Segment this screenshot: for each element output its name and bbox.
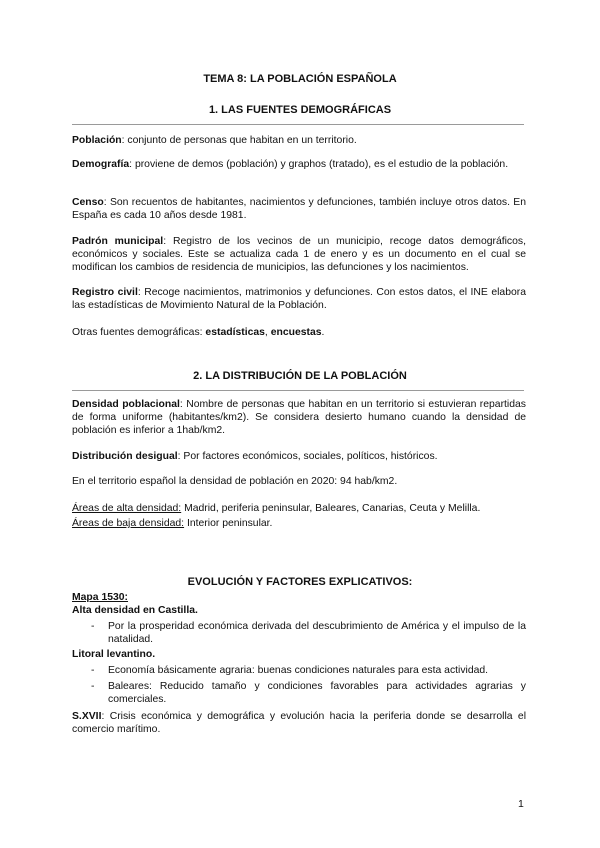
- densidad-2020: En el territorio español la densidad de población en 2020: 94 hab/km2.: [72, 476, 398, 487]
- otras-estadisticas: estadísticas: [205, 327, 265, 338]
- definition-text: : conjunto de personas que habitan en un territorio.: [121, 135, 357, 146]
- term-label: Padrón municipal: [72, 236, 164, 247]
- alta-castilla-heading: [72, 604, 526, 617]
- otras-fuentes: [72, 326, 526, 339]
- term-label: Registro civil: [72, 287, 138, 298]
- term-label: Población: [72, 135, 122, 146]
- bullet-dash: -: [91, 665, 95, 676]
- definition-distribucion-desigual: [72, 450, 526, 463]
- otras-separator: ,: [264, 327, 271, 338]
- areas-text: Madrid, periferia peninsular, Baleares, Canarias, Ceuta y Melilla.: [181, 503, 481, 514]
- definition-densidad-poblacional: [72, 398, 526, 438]
- page-number: 1: [518, 798, 524, 810]
- definition-poblacion: [72, 134, 526, 147]
- litoral-label: Litoral levantino.: [72, 649, 156, 660]
- bullet-baleares: Baleares: Reducido tamaño y condiciones favorables para actividades agrarias y comerciales.: [108, 681, 526, 706]
- term-label: Densidad poblacional: [72, 399, 180, 410]
- definition-text: : Por factores económicos, sociales, políticos, históricos.: [177, 451, 438, 462]
- definition-text: : Registro de los vecinos de un municipio, recoge datos demográficos, económicos y sociales. Este se actualiza cada 1 de enero y es un documento en el cual se modifican los cambios de residencia de municipios, las defunciones y los nacimientos.: [72, 236, 526, 274]
- definition-censo: [72, 196, 526, 222]
- bullet-dash: -: [91, 621, 95, 632]
- term-label: Censo: [72, 197, 104, 208]
- page-title: TEMA 8: LA POBLACIÓN ESPAÑOLA: [203, 73, 397, 85]
- areas-label: Áreas de alta densidad:: [72, 503, 182, 514]
- section-heading-distribucion: 2. LA DISTRIBUCIÓN DE LA POBLACIÓN: [193, 370, 407, 382]
- section-heading-fuentes: 1. LAS FUENTES DEMOGRÁFICAS: [208, 104, 392, 116]
- definition-padron-municipal: [72, 235, 526, 275]
- mapa-label: Mapa 1530:: [72, 592, 129, 603]
- definition-text: : Son recuentos de habitantes, nacimientos y defunciones, también incluye otros datos. En España es cada 10 años desde 1981.: [72, 197, 526, 222]
- definition-text: : proviene de demos (población) y graphos (tratado), es el estudio de la población.: [129, 159, 509, 170]
- term-label: S.XVII: [72, 711, 102, 722]
- areas-text: Interior peninsular.: [184, 518, 273, 529]
- otras-prefix: Otras fuentes demográficas:: [72, 327, 206, 338]
- areas-baja-densidad: [72, 517, 526, 530]
- bullet-economia-agraria: Economía básicamente agraria: buenas condiciones naturales para esta actividad.: [108, 665, 489, 676]
- term-label: Demografía: [72, 159, 130, 170]
- litoral-heading: [72, 648, 526, 661]
- definition-registro-civil: [72, 286, 526, 312]
- bullet-prosperidad: Por la prosperidad económica derivada del descubrimiento de América y el impulso de la natalidad.: [108, 621, 526, 646]
- section-heading-evolucion: EVOLUCIÓN Y FACTORES EXPLICATIVOS:: [187, 576, 413, 588]
- definition-text: : Nombre de personas que habitan en un territorio si estuvieran repartidas de forma uniforme (habitantes/km2). Se considera desierto humano cuando la densidad de población es inferior a 1hab/km2.: [72, 399, 526, 437]
- section-divider: [72, 390, 524, 391]
- otras-end: .: [321, 327, 325, 338]
- areas-label: Áreas de baja densidad:: [72, 518, 185, 529]
- definition-text: : Recoge nacimientos, matrimonios y defunciones. Con estos datos, el INE elabora las estadísticas de Movimiento Natural de la Población.: [72, 287, 526, 312]
- definition-text: : Crisis económica y demográfica y evolución hacia la periferia donde se desarrolla el comercio marítimo.: [72, 711, 526, 736]
- mapa-heading: [72, 591, 526, 604]
- definition-demografia: [72, 158, 526, 171]
- otras-encuestas: encuestas: [270, 327, 322, 338]
- bullet-dash: -: [91, 681, 95, 692]
- alta-castilla-label: Alta densidad en Castilla.: [72, 605, 198, 616]
- areas-alta-densidad: [72, 502, 526, 515]
- siglo-xvii: [72, 710, 526, 736]
- section-divider: [72, 124, 524, 125]
- term-label: Distribución desigual: [72, 451, 178, 462]
